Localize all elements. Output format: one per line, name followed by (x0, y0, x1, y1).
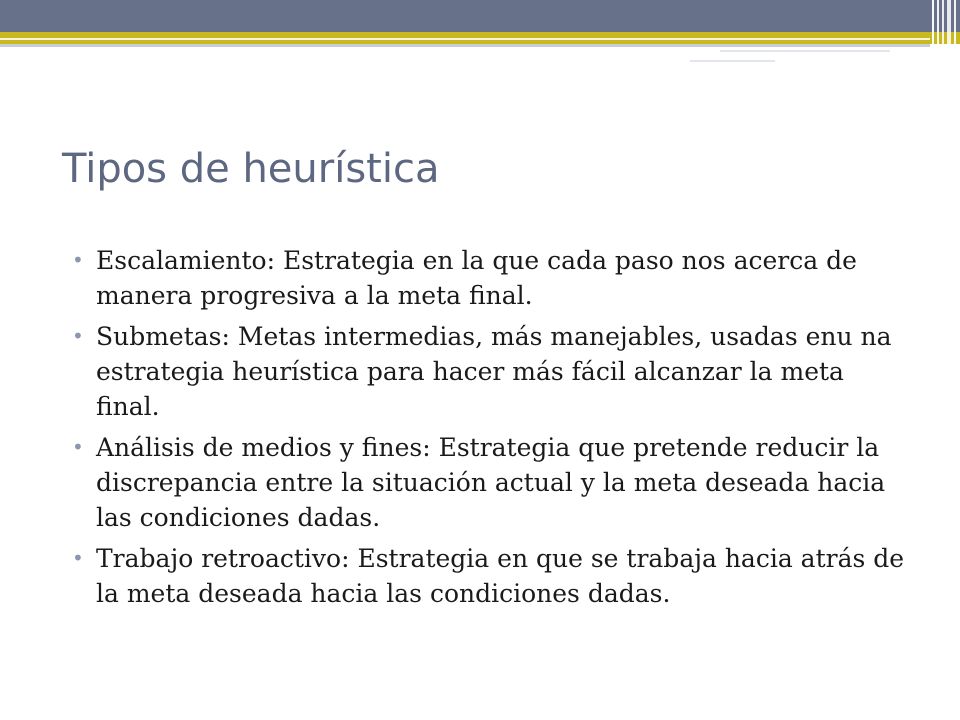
decorative-rule (720, 50, 890, 52)
header-band (0, 0, 960, 32)
bullet-text: Escalamiento: Estrategia en la que cada paso nos acerca de manera progresiva a la meta final. (96, 246, 857, 310)
header-rule (0, 38, 930, 40)
bullet-icon: • (72, 546, 84, 570)
bullet-item (72, 541, 912, 611)
header-shadow-rule (0, 44, 930, 47)
slide-title: Tipos de heurística (62, 146, 440, 192)
decorative-rule (690, 60, 775, 62)
bullet-list (72, 243, 912, 617)
bullet-item (72, 243, 912, 313)
bullet-item (72, 319, 912, 424)
bullet-icon: • (72, 324, 84, 348)
bullet-icon: • (72, 248, 84, 272)
header-stripes (930, 0, 960, 48)
bullet-icon: • (72, 435, 84, 459)
bullet-text: Submetas: Metas intermedias, más manejables, usadas enu na estrategia heurística para hacer más fácil alcanzar la meta final. (96, 322, 892, 421)
bullet-text: Trabajo retroactivo: Estrategia en que se trabaja hacia atrás de la meta deseada hacia las condiciones dadas. (96, 544, 905, 608)
bullet-text: Análisis de medios y fines: Estrategia que pretende reducir la discrepancia entre la situación actual y la meta deseada hacia las condiciones dadas. (96, 433, 886, 532)
bullet-item (72, 430, 912, 535)
